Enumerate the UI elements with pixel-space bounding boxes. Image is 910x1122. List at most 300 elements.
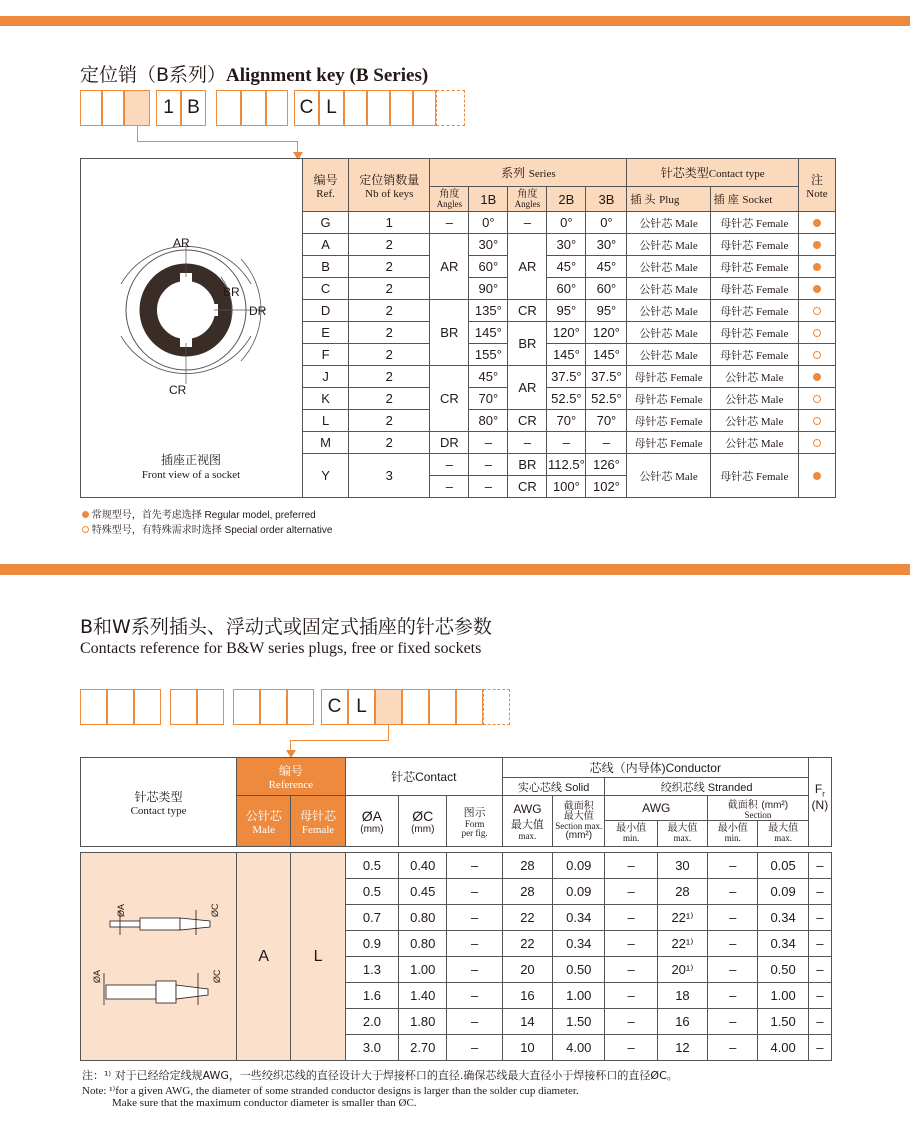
- cell-c: 1.00: [399, 957, 447, 983]
- cell-ref: D: [303, 300, 349, 322]
- header-form-en1: Form: [464, 819, 485, 829]
- divider-orange-bar: [0, 564, 910, 575]
- cell-2b: 30°: [547, 234, 586, 256]
- header-plug-zh: 插 头: [630, 194, 656, 206]
- cell-plug: 公针芯 Male: [627, 212, 710, 234]
- female-ref-cell: L: [291, 853, 345, 1061]
- cell-keys: 2: [349, 388, 430, 410]
- cell-smin: –: [605, 879, 657, 905]
- legend-regular: [82, 506, 316, 521]
- header-reference-zh: 编号: [278, 764, 303, 778]
- cell-ref: L: [303, 410, 349, 432]
- header-fr-unit: (N): [811, 798, 829, 813]
- cell-amax: 4.00: [758, 1035, 808, 1061]
- cell-2b: 52.5°: [547, 388, 586, 410]
- cell-1b: 0°: [469, 212, 508, 234]
- code-box: [80, 90, 102, 126]
- cell-2b: 120°: [547, 322, 586, 344]
- code-box: [107, 689, 134, 725]
- cell-smax: 30: [657, 853, 707, 879]
- cell-plug: 公针芯 Male: [627, 256, 710, 278]
- cell-ref: A: [303, 234, 349, 256]
- header-1b: 1B: [469, 187, 508, 212]
- cell-a: 0.5: [345, 879, 398, 905]
- cell-awg: 14: [502, 1009, 552, 1035]
- header-female-zh: 母针芯: [300, 808, 337, 823]
- cell-note: [798, 278, 835, 300]
- cell-ref: E: [303, 322, 349, 344]
- cell-socket: 公针芯 Male: [710, 366, 798, 388]
- label-dr: DR: [249, 304, 267, 318]
- fig-label-c: ØC: [211, 969, 222, 983]
- table-row: [303, 432, 836, 454]
- cell-plug: 公针芯 Male: [627, 300, 710, 322]
- cell-fr: –: [808, 1009, 831, 1035]
- cell-socket: 公针芯 Male: [710, 410, 798, 432]
- cell-awg: 16: [502, 983, 552, 1009]
- cell-plug: 公针芯 Male: [627, 278, 710, 300]
- fig-label-c: ØC: [209, 903, 220, 917]
- cell: 126°: [586, 454, 627, 476]
- cell-a: 0.9: [345, 931, 398, 957]
- cell-smax: 18: [657, 983, 707, 1009]
- header-keys-zh: 定位销数量: [359, 172, 420, 187]
- header-stranded: 绞织芯线 Stranded: [605, 778, 808, 796]
- cell-socket: 母针芯 Female: [710, 454, 798, 498]
- cell-note: [798, 234, 835, 256]
- cell-sec: 1.50: [553, 1009, 605, 1035]
- cell-amin: –: [708, 1009, 758, 1035]
- figure-caption-zh: 插座正视图: [160, 453, 221, 467]
- cell-amax: 0.05: [758, 853, 808, 879]
- code-box: C: [321, 689, 348, 725]
- cell-1b: 90°: [469, 278, 508, 300]
- cell-note: [798, 454, 835, 498]
- cell-awg: 22: [502, 931, 552, 957]
- header-reference-en: Reference: [268, 779, 314, 791]
- header-note-zh: 注: [810, 172, 823, 187]
- code-box: L: [319, 90, 344, 126]
- header-section-unit: (mm²): [565, 829, 593, 841]
- cell-a: 0.7: [345, 905, 398, 931]
- cell-c: 1.40: [399, 983, 447, 1009]
- cell-amax: 1.00: [758, 983, 808, 1009]
- cell-keys: 2: [349, 410, 430, 432]
- cell-sec: 0.09: [553, 879, 605, 905]
- cell-1b: 135°: [469, 300, 508, 322]
- cell-2b: –: [547, 432, 586, 454]
- header-socket-en: Socket: [742, 194, 773, 206]
- cell-smax: 12: [657, 1035, 707, 1061]
- header-fr: [808, 758, 831, 847]
- code-box: [170, 689, 197, 725]
- cell-angle: CR: [508, 300, 547, 322]
- cell-amin: –: [708, 957, 758, 983]
- cell-smin: –: [605, 853, 657, 879]
- table-row: [303, 454, 836, 476]
- header-mm: (mm): [360, 823, 384, 835]
- cell-plug: 母针芯 Female: [627, 366, 710, 388]
- header-awg: AWG: [513, 801, 542, 816]
- cell-2b: 60°: [547, 278, 586, 300]
- label-br: BR: [223, 285, 240, 299]
- cell-note: [798, 366, 835, 388]
- cell-angle: CR: [430, 366, 469, 432]
- cell-form: –: [447, 957, 502, 983]
- cell-sec: 0.09: [553, 853, 605, 879]
- socket-front-view-diagram: [81, 159, 301, 459]
- header-mm: (mm): [411, 823, 435, 835]
- section1-title-en: Alignment key (B Series): [226, 65, 429, 86]
- cell-angle: –: [508, 432, 547, 454]
- cell-note: [798, 300, 835, 322]
- header-note: [798, 159, 835, 212]
- cell-amin: –: [708, 853, 758, 879]
- cell: –: [469, 476, 508, 498]
- top-orange-bar: [0, 16, 910, 26]
- cell-amax: 0.34: [758, 931, 808, 957]
- cell-1b: 45°: [469, 366, 508, 388]
- connector-line: [388, 725, 389, 741]
- cell-3b: 120°: [586, 322, 627, 344]
- code-box: B: [181, 90, 206, 126]
- cell-c: 0.40: [399, 853, 447, 879]
- header-angles-zh: 角度: [439, 188, 460, 200]
- cell-3b: 52.5°: [586, 388, 627, 410]
- code-box: [216, 90, 241, 126]
- header-plug: [627, 187, 710, 212]
- regular-dot-icon: [82, 511, 89, 518]
- regular-dot-icon: [813, 241, 821, 249]
- cell-2b: 70°: [547, 410, 586, 432]
- cell-3b: 145°: [586, 344, 627, 366]
- header-max-zh: 最大值: [667, 823, 698, 834]
- cell-c: 0.80: [399, 931, 447, 957]
- header-socket: [710, 187, 798, 212]
- special-circle-icon: [813, 307, 821, 315]
- header-awg-stranded: AWG: [605, 796, 708, 821]
- header-form-en2: per fig.: [461, 828, 488, 838]
- cell-sec: 0.50: [553, 957, 605, 983]
- header-fr-sub: r: [822, 789, 825, 799]
- header-phi-a-label: ØA: [361, 807, 383, 824]
- regular-dot-icon: [813, 472, 821, 480]
- cell: 112.5°: [547, 454, 586, 476]
- cell-angle: BR: [430, 300, 469, 366]
- code-box: [429, 689, 456, 725]
- contact-figure-cell: [81, 853, 237, 1061]
- special-circle-icon: [813, 351, 821, 359]
- cell-amin: –: [708, 905, 758, 931]
- code-box: L: [348, 689, 375, 725]
- cell-awg: 28: [502, 879, 552, 905]
- cell-awg: 20: [502, 957, 552, 983]
- connector-line: [137, 126, 138, 142]
- cell-1b: 60°: [469, 256, 508, 278]
- header-series-en: Series: [528, 168, 556, 180]
- cell-3b: 30°: [586, 234, 627, 256]
- code-box: [80, 689, 107, 725]
- note-en2: Make sure that the maximum conductor diameter is smaller than ØC.: [112, 1097, 417, 1109]
- cell-plug: 公针芯 Male: [627, 344, 710, 366]
- cell-smin: –: [605, 983, 657, 1009]
- header-section-zh: 截面积: [563, 800, 594, 812]
- cell-keys: 1: [349, 212, 430, 234]
- header-note-en: Note: [806, 187, 828, 200]
- figure-caption-en: Front view of a socket: [141, 469, 241, 481]
- cell: CR: [508, 476, 547, 498]
- label-cr: CR: [169, 383, 187, 397]
- cell-angle: –: [508, 212, 547, 234]
- contacts-table: [80, 757, 832, 1061]
- cell-2b: 145°: [547, 344, 586, 366]
- cell: –: [430, 476, 469, 498]
- cell-amax: 0.09: [758, 879, 808, 905]
- cell-awg: 22: [502, 905, 552, 931]
- header-ref-en: Ref.: [316, 187, 335, 200]
- code-box: [456, 689, 483, 725]
- header-contact-type-zh: 针芯类型: [134, 789, 183, 804]
- header-section2-zh: 截面积: [727, 800, 758, 811]
- cell-plug: 母针芯 Female: [627, 388, 710, 410]
- cell-form: –: [447, 983, 502, 1009]
- header-contact-type: [81, 758, 237, 847]
- cell-fr: –: [808, 853, 831, 879]
- cell-note: [798, 410, 835, 432]
- male-ref-cell: A: [237, 853, 291, 1061]
- header-section-stranded: [708, 796, 809, 821]
- cell-3b: –: [586, 432, 627, 454]
- cell-keys: 2: [349, 278, 430, 300]
- cell-socket: 公针芯 Male: [710, 388, 798, 410]
- cell-socket: 母针芯 Female: [710, 234, 798, 256]
- regular-dot-icon: [813, 285, 821, 293]
- connector-line: [290, 740, 389, 741]
- cell-form: –: [447, 1035, 502, 1061]
- table-row: [81, 853, 832, 879]
- section1-title-zh: 定位销（B系列）: [80, 64, 227, 86]
- header-form-zh: 图示: [463, 807, 486, 819]
- cell-3b: 37.5°: [586, 366, 627, 388]
- code-box: [413, 90, 436, 126]
- header-angles: [430, 187, 469, 212]
- cell-c: 2.70: [399, 1035, 447, 1061]
- legend-special: [82, 521, 332, 536]
- header-angles-en: Angles: [436, 198, 463, 209]
- cell-socket: 公针芯 Male: [710, 432, 798, 454]
- cell-angle: –: [430, 212, 469, 234]
- cell-note: [798, 322, 835, 344]
- code-box: [402, 689, 429, 725]
- cell-1b: 80°: [469, 410, 508, 432]
- regular-dot-icon: [813, 373, 821, 381]
- connector-line: [137, 141, 298, 142]
- header-solid: 实心芯线 Solid: [502, 778, 605, 796]
- table-row: [303, 234, 836, 256]
- cell-ref: B: [303, 256, 349, 278]
- legend-special-text: 特殊型号，有特殊需求时选择 Special order alternative: [91, 525, 333, 536]
- cell-amin: –: [708, 1035, 758, 1061]
- special-circle-icon: [813, 417, 821, 425]
- cell: –: [469, 454, 508, 476]
- cell-amin: –: [708, 931, 758, 957]
- special-circle-icon: [82, 526, 89, 533]
- header-series: [430, 159, 627, 187]
- cell-2b: 45°: [547, 256, 586, 278]
- cell-angle: BR: [508, 322, 547, 366]
- cell-socket: 母针芯 Female: [710, 322, 798, 344]
- cell-note: [798, 388, 835, 410]
- cell-1b: 70°: [469, 388, 508, 410]
- cell-1b: –: [469, 432, 508, 454]
- cell-note: [798, 256, 835, 278]
- regular-dot-icon: [813, 263, 821, 271]
- cell-fr: –: [808, 905, 831, 931]
- cell-sec: 4.00: [553, 1035, 605, 1061]
- cell-c: 0.80: [399, 905, 447, 931]
- header-min: [605, 821, 657, 847]
- cell-angle: CR: [508, 410, 547, 432]
- special-circle-icon: [813, 439, 821, 447]
- header-section2-unit: (mm²): [761, 800, 789, 811]
- cell-note: [798, 344, 835, 366]
- cell: BR: [508, 454, 547, 476]
- cell-fr: –: [808, 879, 831, 905]
- header-female: [291, 796, 345, 847]
- section2-title-zh: B和W系列插头、浮动式或固定式插座的针芯参数: [80, 616, 492, 638]
- code-box: [367, 90, 390, 126]
- header-contact-zh: 针芯类型: [660, 166, 709, 180]
- table-row: [303, 256, 836, 278]
- cell-keys: 2: [349, 344, 430, 366]
- cell-1b: 145°: [469, 322, 508, 344]
- header-awg-max-en: max.: [518, 830, 537, 841]
- cell-a: 2.0: [345, 1009, 398, 1035]
- cell-a: 1.3: [345, 957, 398, 983]
- header-max-en: max.: [774, 833, 792, 843]
- header-angles-zh: 角度: [517, 188, 538, 200]
- cell-keys: 2: [349, 322, 430, 344]
- code-box-dashed: [483, 689, 510, 725]
- code-box: [390, 90, 413, 126]
- cell-3b: 95°: [586, 300, 627, 322]
- cell-smax: 20¹⁾: [657, 957, 707, 983]
- header-max-en: max.: [673, 833, 692, 843]
- cell-smax: 22¹⁾: [657, 931, 707, 957]
- cell-2b: 95°: [547, 300, 586, 322]
- header-phi-a: [345, 796, 398, 847]
- header-max-zh: 最大值: [768, 823, 799, 834]
- cell-smin: –: [605, 1009, 657, 1035]
- header-3b: 3B: [586, 187, 627, 212]
- header-contact: [627, 159, 798, 187]
- header-male: [237, 796, 291, 847]
- cell-ref: Y: [303, 454, 349, 498]
- header-section-max-en: Section max.: [555, 820, 603, 831]
- cell-sec: 0.34: [553, 931, 605, 957]
- code-box: [197, 689, 224, 725]
- header-min-en: min.: [724, 833, 741, 843]
- cell-plug: 公针芯 Male: [627, 454, 710, 498]
- cell-plug: 公针芯 Male: [627, 322, 710, 344]
- cell-socket: 母针芯 Female: [710, 278, 798, 300]
- cell-fr: –: [808, 931, 831, 957]
- header-keys-en: Nb of keys: [365, 187, 414, 200]
- cell-keys: 2: [349, 366, 430, 388]
- header-ref-zh: 编号: [313, 172, 338, 187]
- header-section2-en: Section: [744, 810, 772, 820]
- cell-amin: –: [708, 983, 758, 1009]
- cell-angle: DR: [430, 432, 469, 454]
- cell-ref: F: [303, 344, 349, 366]
- header-contact-en: Contact type: [708, 168, 765, 180]
- code-box: [287, 689, 314, 725]
- cell-3b: 45°: [586, 256, 627, 278]
- table-row: [303, 344, 836, 366]
- cell-plug: 公针芯 Male: [627, 234, 710, 256]
- cell-sec: 1.00: [553, 983, 605, 1009]
- code-box-highlight: [124, 90, 150, 126]
- cell-keys: 2: [349, 432, 430, 454]
- cell-amin: –: [708, 879, 758, 905]
- cell-form: –: [447, 931, 502, 957]
- cell-amax: 0.50: [758, 957, 808, 983]
- header-section-max-zh: 最大值: [563, 810, 594, 822]
- cell-angle: AR: [508, 366, 547, 410]
- cell-a: 0.5: [345, 853, 398, 879]
- header-angles: [508, 187, 547, 212]
- cell-ref: C: [303, 278, 349, 300]
- code-box: [102, 90, 124, 126]
- cell-c: 0.45: [399, 879, 447, 905]
- code-box: C: [294, 90, 319, 126]
- legend-regular-text: 常规型号，首先考虑选择 Regular model, preferred: [91, 510, 316, 521]
- header-form: [447, 796, 502, 847]
- note-zh: 注：¹⁾ 对于已经给定线规AWG，一些绞织芯线的直径设计大于焊接杯口的直径.确保芯线最大直径小于焊接杯口的直径ØC。: [82, 1069, 678, 1082]
- header-contact-type-en: Contact type: [130, 804, 187, 817]
- socket-figure-panel: [80, 158, 302, 498]
- cell-form: –: [447, 853, 502, 879]
- cell-smin: –: [605, 1035, 657, 1061]
- header-min-zh: 最小值: [616, 823, 647, 834]
- code-box: [260, 689, 287, 725]
- cell-amax: 1.50: [758, 1009, 808, 1035]
- code-box: [344, 90, 367, 126]
- code-box: [266, 90, 288, 126]
- header-conductor: 芯线（内导体)Conductor: [502, 758, 808, 778]
- cell-note: [798, 432, 835, 454]
- cell-ref: K: [303, 388, 349, 410]
- table-row: [303, 366, 836, 388]
- header-awg-max-zh: 最大值: [510, 818, 544, 831]
- table-row: [303, 322, 836, 344]
- cell-a: 1.6: [345, 983, 398, 1009]
- cell: 102°: [586, 476, 627, 498]
- cell-c: 1.80: [399, 1009, 447, 1035]
- cell-angle: AR: [430, 234, 469, 300]
- header-2b: 2B: [547, 187, 586, 212]
- table-row: [303, 410, 836, 432]
- header-keys: [349, 159, 430, 212]
- header-phi-c: [399, 796, 447, 847]
- header-min-zh: 最小值: [717, 823, 748, 834]
- special-circle-icon: [813, 329, 821, 337]
- cell-ref: J: [303, 366, 349, 388]
- cell-awg: 10: [502, 1035, 552, 1061]
- cell-smax: 16: [657, 1009, 707, 1035]
- header-socket-zh: 插 座: [713, 194, 739, 206]
- cell-socket: 母针芯 Female: [710, 344, 798, 366]
